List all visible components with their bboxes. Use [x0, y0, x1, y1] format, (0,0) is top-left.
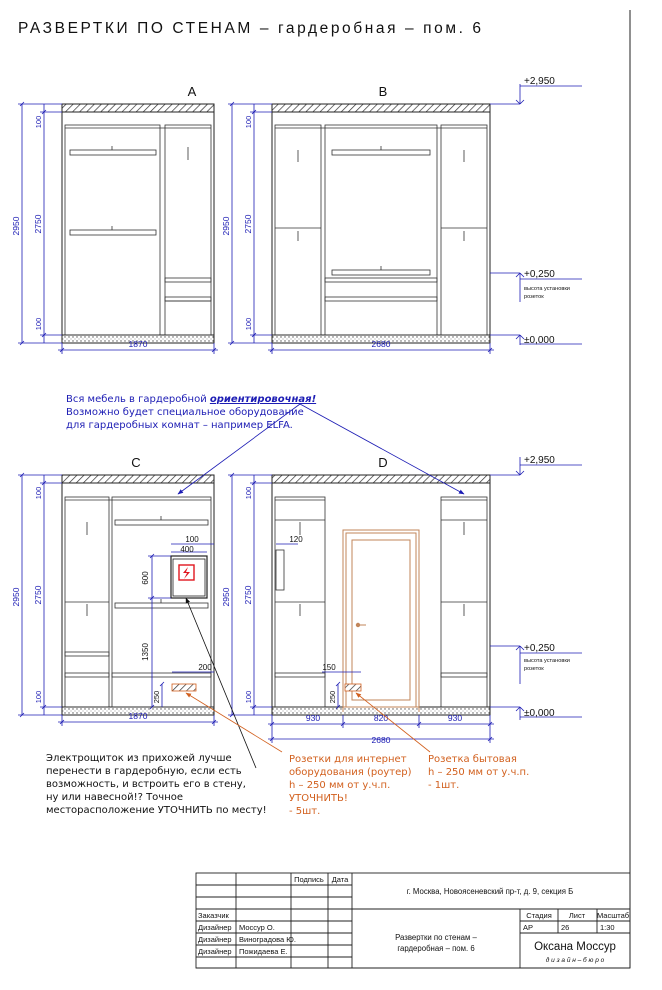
view-c — [11, 455, 218, 726]
company-logo: Оксана Моссур — [534, 941, 616, 953]
view-d-label: D — [378, 455, 388, 470]
dim-b-bot: 100 — [244, 317, 253, 331]
internet-sockets-note — [289, 753, 411, 818]
dim-d-socket-width: 150 — [322, 663, 336, 672]
household-note-line-3: - 1шт. — [428, 780, 460, 791]
dim-c-panel-offset: 100 — [185, 535, 199, 544]
dim-b-top: 100 — [244, 115, 253, 129]
view-d — [221, 455, 494, 745]
furniture-note-line-3: для гардеробных комнат – например ELFA. — [66, 420, 293, 431]
furniture-note-text: Вся мебель в гардеробной — [66, 394, 210, 405]
stamp-stage: АР — [523, 923, 534, 932]
stamp-name-3: Пожидаева Е. — [239, 947, 288, 956]
dim-b-width: 2680 — [371, 339, 391, 349]
household-note-line-2: h – 250 мм от у.ч.п. — [428, 767, 530, 778]
level-floor-b: ±0,000 — [524, 335, 555, 346]
level-marks-top — [490, 76, 582, 346]
level-socket-note-b2: розеток — [524, 294, 544, 300]
level-socket-note-d1: высота установки — [524, 658, 570, 664]
dim-d-mid: 2750 — [243, 585, 253, 605]
view-c-label: C — [131, 455, 141, 470]
dim-d-bot: 100 — [244, 690, 253, 704]
view-b-label: B — [378, 84, 388, 99]
furniture-note-line-1 — [66, 393, 316, 406]
internet-note-line-4: УТОЧНИТЬ! — [289, 793, 348, 804]
internet-note-line-2: оборудования (роутер) — [289, 767, 412, 778]
dim-c-mid: 2750 — [33, 585, 43, 605]
dim-c-panel-elevation: 1350 — [141, 643, 150, 661]
dim-c-panel-height: 600 — [141, 571, 150, 585]
stamp-col-sign: Подпись — [294, 875, 324, 884]
stamp-role-1: Дизайнер — [198, 923, 232, 932]
panel-note-line-4: ну или навесной!? Точное — [46, 792, 184, 803]
view-a-label: A — [187, 84, 197, 99]
dim-a-width: 1870 — [128, 339, 148, 349]
view-a — [11, 84, 218, 354]
page-title: РАЗВЕРТКИ ПО СТЕНАМ – гардеробная – пом. 6 — [18, 20, 484, 37]
dim-c-socket-width: 200 — [198, 663, 212, 672]
level-socket-note-d2: розеток — [524, 666, 544, 672]
dim-d-total: 2950 — [221, 587, 231, 607]
dim-c-panel-width: 400 — [180, 545, 194, 554]
dim-d-seg-mid: 820 — [373, 713, 389, 723]
panel-note-line-2: перенести в гардеробную, если есть — [46, 766, 242, 777]
furniture-note-emphasis: ориентировочная! — [209, 394, 317, 405]
internet-note-line-1: Розетки для интернет — [289, 754, 407, 765]
leader-panel — [186, 598, 256, 768]
dim-a-top: 100 — [34, 115, 43, 129]
stamp-sheet-label: Лист — [568, 911, 586, 920]
internet-note-line-5: - 5шт. — [289, 806, 321, 817]
panel-note-line-3: возможность, и встроить его в стену, — [46, 779, 246, 790]
panel-note-line-1: Электрощиток из прихожей лучше — [46, 753, 232, 764]
household-note-line-1: Розетка бытовая — [428, 754, 517, 765]
level-floor-d: ±0,000 — [524, 708, 555, 719]
dim-c-top: 100 — [34, 486, 43, 500]
stamp-sheet-title-1: Развертки по стенам – — [395, 933, 477, 942]
stamp-sheet-number: 26 — [561, 923, 570, 932]
stamp-name-2: Виноградова Ю. — [239, 935, 296, 944]
dim-d-width: 2680 — [371, 735, 391, 745]
household-socket-note — [428, 753, 529, 792]
panel-note-line-5: месторасположение УТОЧНИТЬ по месту! — [46, 805, 267, 816]
dim-c-socket-height: 250 — [152, 690, 161, 704]
dim-c-total: 2950 — [11, 587, 21, 607]
level-socket-b: +0,250 — [524, 269, 555, 280]
stamp-address: г. Москва, Новоясеневский пр-т, д. 9, секция Б — [406, 887, 574, 896]
dim-b-mid: 2750 — [243, 214, 253, 234]
dim-a-mid: 2750 — [33, 214, 43, 234]
furniture-note — [66, 393, 316, 432]
dim-c-bot: 100 — [34, 690, 43, 704]
dim-a-bot: 100 — [34, 317, 43, 331]
stamp-role-2: Дизайнер — [198, 935, 232, 944]
dim-d-seg-right: 930 — [447, 713, 463, 723]
internet-note-line-3: h – 250 мм от у.ч.п. — [289, 780, 391, 791]
stamp-sheet-title-2: гардеробная – пом. 6 — [397, 944, 475, 953]
view-b — [221, 84, 494, 354]
electrical-panel — [171, 556, 207, 598]
level-top-b: +2,950 — [524, 76, 555, 87]
company-subtitle: д и з а й н – б ю р о — [545, 957, 605, 964]
sheet-frame — [196, 10, 630, 968]
dim-d-top: 100 — [244, 486, 253, 500]
level-top-d: +2,950 — [524, 455, 555, 466]
level-socket-note-b1: высота установки — [524, 286, 570, 292]
stamp-scale-label: Масштаб — [596, 911, 630, 920]
household-socket — [345, 684, 361, 691]
furniture-note-line-2: Возможно будет специальное оборудование — [66, 407, 304, 418]
level-socket-d: +0,250 — [524, 643, 555, 654]
dim-d-shelf: 120 — [289, 535, 303, 544]
stamp-col-date: Дата — [331, 875, 349, 884]
dim-b-total: 2950 — [221, 216, 231, 236]
panel-note — [46, 752, 267, 817]
dim-d-seg-left: 930 — [305, 713, 321, 723]
dim-a-total: 2950 — [11, 216, 21, 236]
level-marks-bottom — [490, 455, 582, 720]
internet-sockets — [172, 684, 196, 691]
stamp-client-label: Заказчик — [198, 911, 229, 920]
dim-c-width: 1870 — [128, 711, 148, 721]
stamp-stage-label: Стадия — [526, 911, 552, 920]
stamp-role-3: Дизайнер — [198, 947, 232, 956]
stamp-scale: 1:30 — [600, 923, 615, 932]
dim-d-socket-height: 250 — [328, 690, 337, 704]
stamp-name-1: Моссур О. — [239, 923, 275, 932]
